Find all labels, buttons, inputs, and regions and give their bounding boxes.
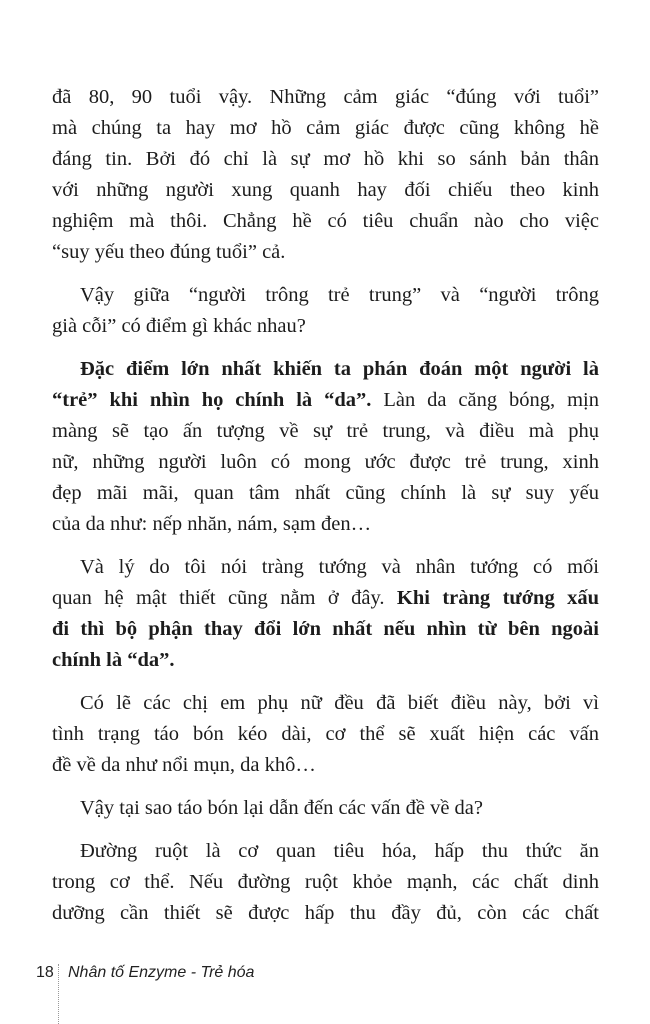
bold-text: Khi tràng tướng xấu [396,587,600,609]
text-run: trong cơ thể. Nếu đường ruột khỏe mạnh, các chất dinh [52,871,599,893]
text-line [52,793,599,824]
text-run: đã 80, 90 tuổi vậy. Những cảm giác “đúng với tuổi” [52,86,599,108]
text-run: tình trạng táo bón kéo dài, cơ thể sẽ xuất hiện các vấn [52,723,599,745]
bold-text: “trẻ” khi nhìn họ chính là “da”. [52,389,372,411]
text-run: của da như: nếp nhăn, nám, sạm đen… [52,513,372,535]
text-line [52,113,599,144]
text-run: với những người xung quanh hay đối chiếu theo kinh [52,179,599,201]
paragraph [52,82,599,268]
text-line [52,82,599,113]
bold-text: đi thì bộ phận thay đổi lớn nhất nếu nhìn từ bên ngoài [52,618,599,640]
paragraph [52,552,599,676]
text-line [52,552,599,583]
text-run: Làn da căng bóng, mịn [371,389,600,411]
text-run: màng sẽ tạo ấn tượng về sự trẻ trung, và điều mà phụ [52,420,599,442]
paragraph [52,793,599,824]
body-text [52,82,599,941]
text-line [52,311,599,342]
text-line [52,447,599,478]
text-line [52,836,599,867]
text-run: Và lý do tôi nói tràng tướng và nhân tướng có mối [80,556,599,578]
text-run: nghiệm mà thôi. Chẳng hề có tiêu chuẩn nào cho việc [52,210,599,232]
text-line [52,385,599,416]
text-run: dưỡng cần thiết sẽ được hấp thu đầy đủ, còn các chất [52,902,599,924]
text-line [52,509,599,540]
text-line [52,583,599,614]
text-line [52,280,599,311]
paragraph [52,280,599,342]
page-number: 18 [36,964,54,981]
text-line [52,144,599,175]
text-run: quan hệ mật thiết cũng nằm ở đây. [52,587,397,609]
text-run: Vậy tại sao táo bón lại dẫn đến các vấn đề về da? [80,797,483,819]
footer-divider [58,964,59,1024]
text-run: già cỗi” có điểm gì khác nhau? [52,315,306,337]
text-run: đáng tin. Bởi đó chỉ là sự mơ hồ khi so sánh bản thân [52,148,599,170]
text-run: mà chúng ta hay mơ hồ cảm giác được cũng không hề [52,117,599,139]
text-line [52,750,599,781]
text-line [52,478,599,509]
text-line [52,206,599,237]
text-line [52,688,599,719]
text-run: đẹp mãi mãi, quan tâm nhất cũng chính là sự suy yếu [52,482,599,504]
text-line [52,645,599,676]
bold-text: Đặc điểm lớn nhất khiến ta phán đoán một người là [80,358,599,380]
paragraph [52,836,599,929]
text-run: Đường ruột là cơ quan tiêu hóa, hấp thu thức ăn [80,840,599,862]
text-line [52,614,599,645]
paragraph [52,688,599,781]
text-line [52,354,599,385]
page-footer [0,958,650,1024]
text-run: đề về da như nổi mụn, da khô… [52,754,316,776]
text-line [52,719,599,750]
bold-text: chính là “da”. [52,649,175,671]
text-run: Có lẽ các chị em phụ nữ đều đã biết điều này, bởi vì [80,692,599,714]
text-run: Vậy giữa “người trông trẻ trung” và “người trông [80,284,599,306]
text-run: “suy yếu theo đúng tuổi” cả. [52,241,286,263]
text-run: nữ, những người luôn có mong ước được trẻ trung, xinh [52,451,599,473]
text-line [52,416,599,447]
text-line [52,237,599,268]
paragraph [52,354,599,540]
text-line [52,867,599,898]
text-line [52,175,599,206]
text-line [52,898,599,929]
running-title: Nhân tố Enzyme - Trẻ hóa [68,964,255,981]
